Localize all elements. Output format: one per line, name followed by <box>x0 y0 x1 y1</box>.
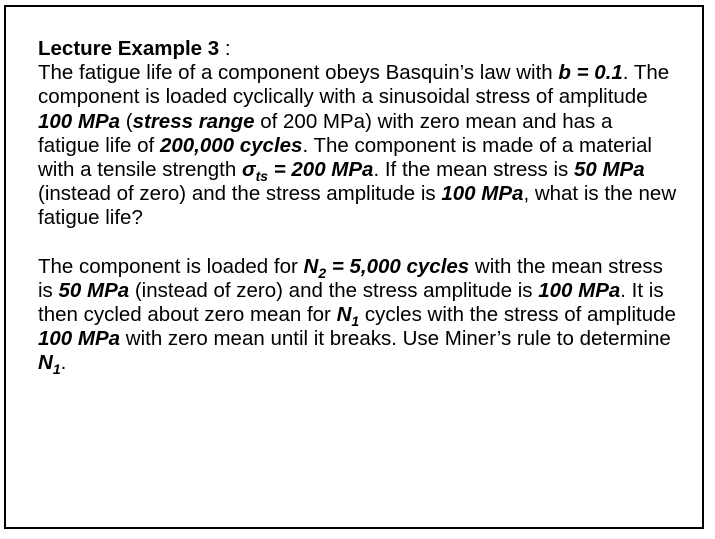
n1-symbol <box>336 303 360 330</box>
n1-final-subscript: 1 <box>52 361 61 378</box>
n1-letter: N <box>336 303 352 327</box>
lecture-title: Lecture Example 3 <box>38 37 220 60</box>
tensile-strength-value: = 200 MPa <box>268 158 374 182</box>
p2-text-6: with zero mean until it breaks. Use Miner’s rule to determine <box>120 327 671 351</box>
mean-stress-2: 50 MPa <box>58 278 130 302</box>
title-separator: : <box>219 37 231 60</box>
p1-text-1: The fatigue life of a component obeys Basquin’s law with <box>38 61 559 85</box>
p1-text-2: . The component is loaded cyclically with a sinusoidal stress of amplitude <box>38 61 670 109</box>
slide-content <box>38 37 678 376</box>
p2-text-1: The component is loaded for <box>38 254 304 278</box>
stress-amplitude-1: 100 MPa <box>38 109 121 133</box>
n2-symbol <box>303 254 327 281</box>
p2-text-4: . It is then cycled about zero mean for <box>38 278 664 327</box>
n1-final-letter: N <box>38 351 53 375</box>
p2-text-5: cycles with the stress of amplitude <box>359 303 676 327</box>
n2-value: = 5,000 cycles <box>326 254 470 278</box>
tensile-strength-symbol <box>241 158 269 185</box>
n2-subscript: 2 <box>318 264 327 281</box>
stress-amplitude-2: 100 MPa <box>441 182 524 206</box>
p1-text-7: (instead of zero) and the stress amplitude is <box>38 182 442 206</box>
p1-text-3: ( <box>120 109 133 133</box>
n1-symbol-final <box>38 351 61 378</box>
p1-text-5: . The component is made of a material with a tensile strength <box>38 133 652 182</box>
sigma-subscript: ts <box>255 168 269 185</box>
problem-paragraph-2 <box>38 255 678 376</box>
p1-text-8: , what is the new fatigue life? <box>38 182 677 230</box>
stress-range-label: stress range <box>132 109 255 133</box>
slide-frame <box>4 5 704 529</box>
problem-paragraph-1 <box>38 37 678 231</box>
p2-text-7: . <box>60 351 67 375</box>
mean-stress-1: 50 MPa <box>573 158 645 182</box>
n2-letter: N <box>303 254 319 278</box>
stress-amplitude-3: 100 MPa <box>538 278 621 302</box>
basquin-exponent: b = 0.1 <box>558 61 623 85</box>
fatigue-life: 200,000 cycles <box>159 133 303 157</box>
p1-text-4: of 200 MPa) with zero mean and has a fatigue life of <box>38 109 613 157</box>
sigma-symbol: σ <box>241 158 256 182</box>
p2-text-2: with the mean stress is <box>38 254 663 302</box>
stress-amplitude-4: 100 MPa <box>38 327 121 351</box>
p2-text-3: (instead of zero) and the stress amplitude is <box>129 278 539 302</box>
n1-subscript: 1 <box>351 313 360 330</box>
p1-text-6: . If the mean stress is <box>373 158 574 182</box>
